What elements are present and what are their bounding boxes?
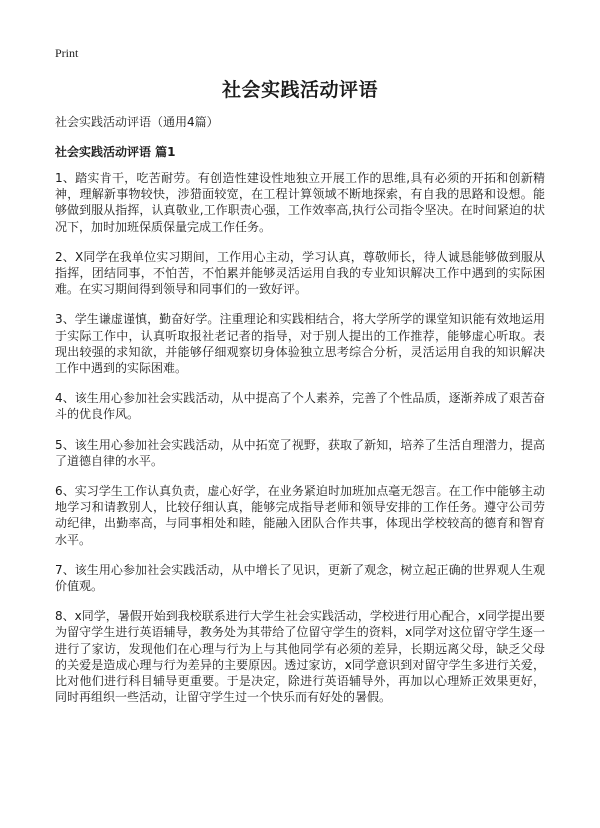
paragraph-5: 5、该生用心参加社会实践活动，从中拓宽了视野，获取了新知，培养了生活自理潜力，提高了道德自律的水平。 [55, 437, 545, 468]
paragraph-4: 4、该生用心参加社会实践活动，从中提高了个人素养，完善了个性品质，逐渐养成了艰苦奋斗的优良作风。 [55, 391, 545, 422]
paragraph-6: 6、实习学生工作认真负责，虚心好学，在业务紧迫时加班加点毫无怨言。在工作中能够主动地学习和请教别人，比较仔细认真，能够完成指导老师和领导安排的工作任务。遵守公司劳动纪律，出勤率高，与同事相处和睦，能融入团队合作共事，体现出学校较高的德育和智育水平。 [55, 484, 545, 547]
document-title: 社会实践活动评语 [221, 79, 378, 101]
paragraph-3: 3、学生谦虚谨慎，勤奋好学。注重理论和实践相结合，将大学所学的课堂知识能有效地运用于实际工作中，认真听取报社老记者的指导，对于别人提出的工作推荐，能够虚心听取。表现出较强的求知欲，并能够仔细观察切身体验独立思考综合分析，灵活运用自我的知识解决工作中遇到的实际困难。 [55, 312, 545, 376]
paragraph-2: 2、X同学在我单位实习期间，工作用心主动，学习认真，尊敬师长，待人诚恳能够做到服从指挥，团结同事，不怕苦，不怕累并能够灵活运用自我的专业知识解决工作中遇到的实际困难。在实习期间得到领导和同事们的一致好评。 [55, 249, 545, 297]
paragraph-7: 7、该生用心参加社会实践活动，从中增长了见识，更新了观念，树立起正确的世界观人生观价值观。 [55, 562, 545, 594]
section-heading: 社会实践活动评语 篇1 [55, 145, 176, 159]
document-subtitle: 社会实践活动评语（通用4篇） [55, 115, 219, 129]
print-label: Print [55, 46, 79, 60]
paragraph-8: 8、x同学，暑假开始到我校联系进行大学生社会实践活动，学校进行用心配合，x同学提出要为留守学生进行英语辅导，教务处为其带给了位留守学生的资料，x同学对这位留守学生逐一进行了家访，发现他们在心理与行为上与其他同学有必须的差异，长期远离父母，缺乏父母的关爱是造成心理与行为差异的主要原因。透过家访，x同学意识到对留守学生多进行关爱，比对他们进行科目辅导更重要。于是决定，除进行英语辅导外，再加以心理矫正效果更好，同时再组织一些活动，让留守学生过一个快乐而有好处的暑假。 [55, 609, 545, 705]
paragraph-1: 1、踏实肯干，吃苦耐劳。有创造性建设性地独立开展工作的思维,具有必须的开拓和创新精神，理解新事物较快，涉猎面较宽，在工程计算领域不断地探索，有自我的思路和设想。能够做到服从指挥，认真敬业,工作职责心强，工作效率高,执行公司指令坚决。在时间紧迫的状况下，加时加班保质保量完成工作任务。 [55, 171, 545, 234]
